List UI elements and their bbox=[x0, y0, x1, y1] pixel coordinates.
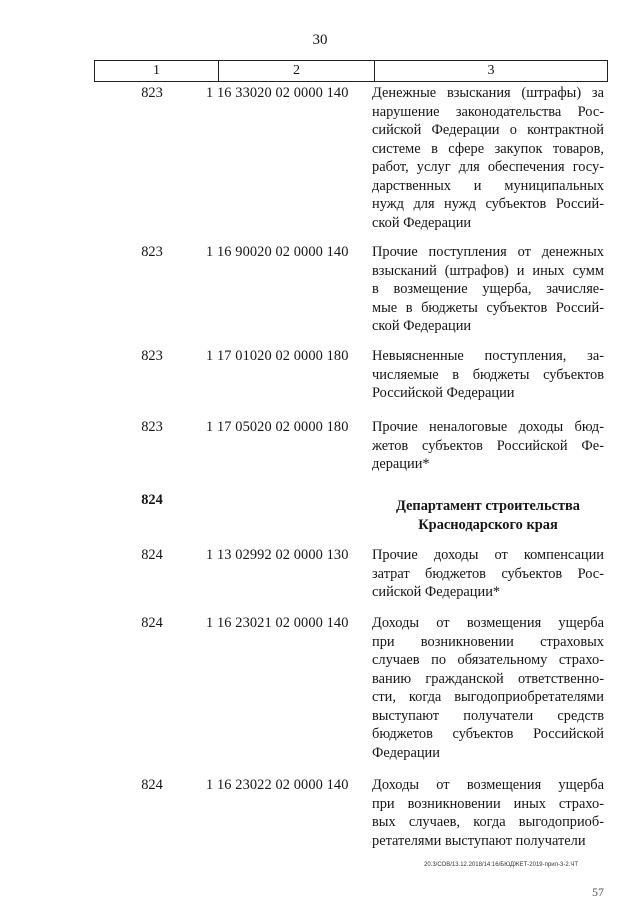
table-header bbox=[94, 60, 608, 82]
description-line: вых случаев, когда выгодоприоб- bbox=[372, 814, 604, 830]
description-line: бюджетов субъектов Российской bbox=[372, 726, 604, 742]
page-number: 30 bbox=[312, 32, 328, 48]
description-line: Прочие доходы от компенсации bbox=[372, 547, 604, 563]
description-line: сийской Федерации о контрактной bbox=[372, 122, 604, 138]
description-line: Невыясненные поступления, за- bbox=[372, 348, 604, 364]
description-line: мые в бюджеты субъектов Россий- bbox=[372, 299, 604, 316]
admin-code: 823 bbox=[141, 244, 163, 260]
description-line: дерации* bbox=[372, 456, 430, 472]
description-line: сийской Федерации* bbox=[372, 584, 501, 600]
description-line: Доходы от возмещения ущерба bbox=[372, 777, 604, 793]
budget-classification-code: 1 16 23022 02 0000 140 bbox=[206, 777, 349, 793]
admin-code: 824 bbox=[141, 547, 163, 563]
income-description bbox=[372, 347, 604, 403]
budget-classification-code: 1 16 33020 02 0000 140 bbox=[206, 85, 349, 101]
admin-code: 824 bbox=[141, 615, 163, 631]
description-line: дарственных и муниципальных bbox=[372, 177, 604, 194]
description-line: ской Федерации bbox=[372, 214, 472, 231]
footer-page-number: 57 bbox=[592, 885, 604, 899]
description-line: системе в сфере закупок товаров, bbox=[372, 140, 604, 157]
description-line: затрат бюджетов субъектов Рос- bbox=[372, 565, 604, 582]
description-line: нарушение законодательства Рос- bbox=[372, 103, 604, 120]
header-col-2: 2 bbox=[219, 61, 375, 81]
budget-classification-code: 1 16 23021 02 0000 140 bbox=[206, 615, 349, 631]
income-description bbox=[372, 776, 604, 850]
income-description bbox=[372, 418, 604, 474]
budget-classification-code: 1 13 02992 02 0000 130 bbox=[206, 547, 349, 563]
department-name bbox=[372, 497, 604, 534]
description-line: работ, услуг для обеспечения госу- bbox=[372, 159, 604, 175]
description-line: Российской Федерации bbox=[372, 385, 515, 401]
description-line: ретателями выступают получатели bbox=[372, 832, 586, 849]
admin-code: 824 bbox=[141, 492, 163, 508]
description-line: при возникновении иных страхо- bbox=[372, 795, 604, 812]
description-line: Департамент строительства bbox=[395, 498, 581, 514]
description-line: числяемые в бюджеты субъектов bbox=[372, 366, 604, 383]
income-description bbox=[372, 84, 604, 232]
admin-code: 823 bbox=[141, 348, 163, 364]
income-description bbox=[372, 614, 604, 762]
budget-classification-code: 1 17 05020 02 0000 180 bbox=[206, 419, 349, 435]
description-line: Прочие поступления от денежных bbox=[372, 244, 604, 260]
header-col-3: 3 bbox=[487, 63, 495, 78]
description-line: Федерации bbox=[372, 744, 440, 761]
description-line: при возникновении страховых bbox=[372, 633, 604, 650]
description-line: Доходы от возмещения ущерба bbox=[372, 615, 604, 631]
admin-code: 824 bbox=[141, 777, 163, 793]
income-description bbox=[372, 243, 604, 336]
budget-classification-code: 1 17 01020 02 0000 180 bbox=[206, 348, 349, 364]
footer-file-note: 20.3/СОВ/13.12.2018/14:16/БЮДЖЕТ-2019-прил-3-2.ЧТ bbox=[424, 862, 579, 868]
header-col-1: 1 bbox=[95, 61, 219, 81]
description-line: Прочие неналоговые доходы бюд- bbox=[372, 419, 604, 435]
description-line: случаев по обязательному страхо- bbox=[372, 652, 604, 668]
description-line: сти, когда выгодоприобретателями bbox=[372, 689, 604, 705]
description-line: Денежные взыскания (штрафы) за bbox=[372, 85, 604, 101]
budget-classification-code: 1 16 90020 02 0000 140 bbox=[206, 244, 349, 260]
description-line: в возмещение ущерба, зачисляе- bbox=[372, 281, 604, 297]
admin-code: 823 bbox=[141, 419, 163, 435]
description-line: Краснодарского края bbox=[418, 516, 558, 533]
description-line: взысканий (штрафов) и иных сумм bbox=[372, 262, 604, 279]
description-line: ской Федерации bbox=[372, 318, 472, 334]
admin-code: 823 bbox=[141, 85, 163, 101]
description-line: выступают получатели средств bbox=[372, 707, 604, 724]
description-line: жетов субъектов Российской Фе- bbox=[372, 437, 604, 454]
income-description bbox=[372, 546, 604, 602]
description-line: ванию гражданской ответственно- bbox=[372, 670, 604, 687]
description-line: нужд для нужд субъектов Россий- bbox=[372, 196, 604, 212]
